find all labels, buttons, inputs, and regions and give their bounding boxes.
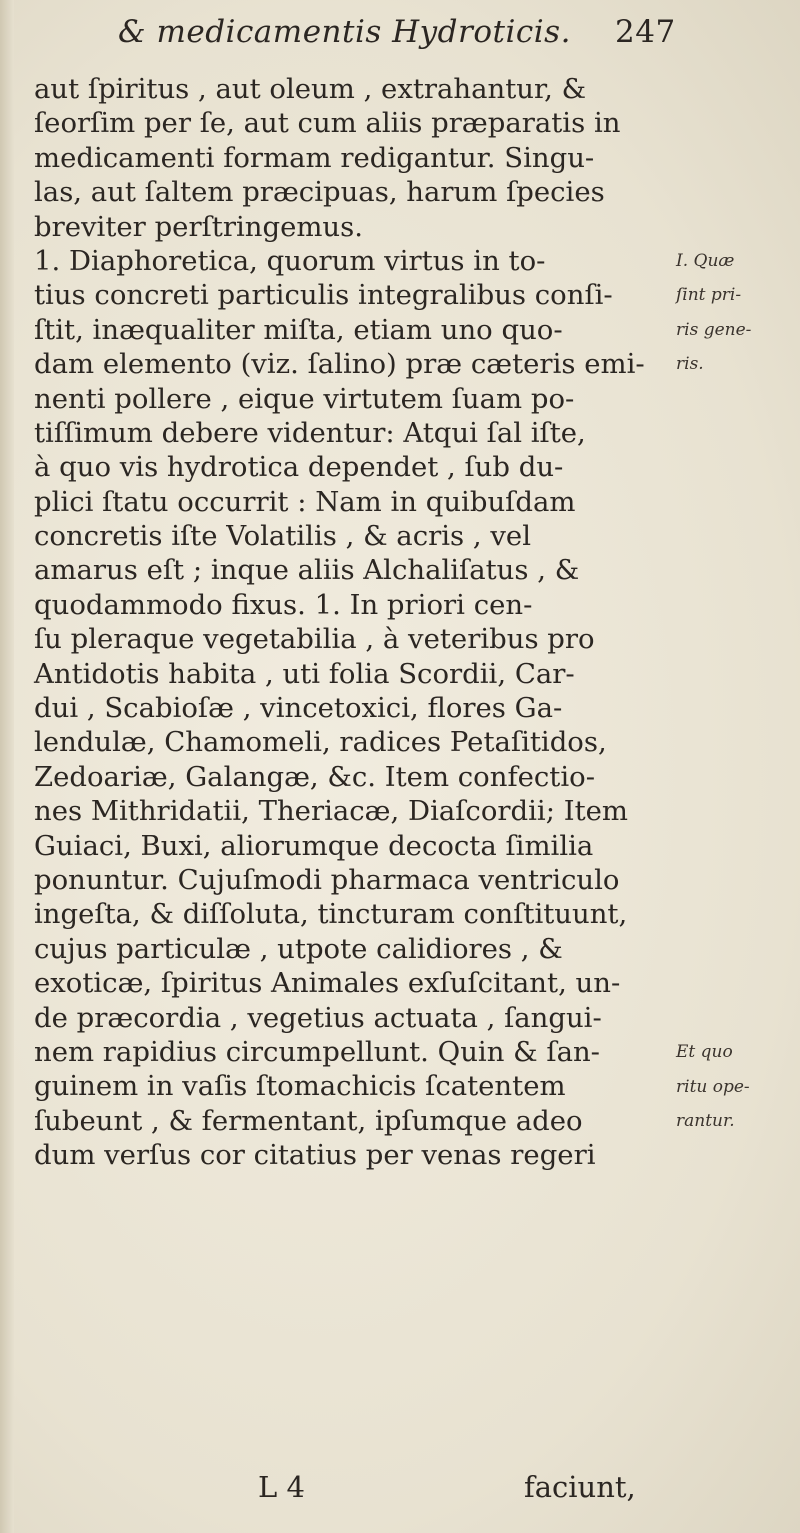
text-line: ponuntur. Cujuſmodi pharmaca ventriculo: [34, 863, 620, 896]
margin-note: rantur.: [676, 1111, 735, 1131]
text-line: Zedoariæ, Galangæ, &c. Item confectio-: [34, 760, 595, 793]
text-line: plici ſtatu occurrit : Nam in quibuſdam: [34, 485, 576, 518]
text-line: nenti pollere , eique virtutem ſuam po-: [34, 382, 575, 415]
text-line: ſubeunt , & fermentant, ipſumque adeo: [34, 1104, 583, 1137]
text-line: nem rapidius circumpellunt. Quin & ſan-: [34, 1035, 600, 1068]
text-line: lendulæ, Chamomeli, radices Petaſitidos,: [34, 726, 607, 759]
text-line: aut ſpiritus , aut oleum , extrahantur, &: [34, 73, 587, 105]
margin-note: ritu ope-: [676, 1076, 750, 1097]
text-line: amarus eſt ; inque aliis Alchaliſatus , &: [34, 554, 580, 587]
text-line: ingeſta, & diſſoluta, tincturam conſtituunt,: [34, 898, 628, 931]
catchword: faciunt,: [524, 1470, 636, 1504]
text-line: guinem in vaſis ſtomachicis ſcatentem: [34, 1070, 566, 1103]
body-text: [34, 72, 674, 1173]
margin-note: Et quo: [676, 1042, 733, 1063]
text-line: cujus particulæ , utpote calidiores , &: [34, 932, 563, 965]
text-line: dum verſus cor citatius per venas regeri: [34, 1139, 596, 1172]
signature-mark: L 4: [258, 1470, 305, 1504]
margin-note: I. Quæ: [676, 251, 735, 271]
text-line: nes Mithridatii, Theriacæ, Diaſcordii; Item: [34, 795, 629, 828]
margin-note: ris gene-: [676, 319, 752, 340]
text-line: las, aut ſaltem præcipuas, harum ſpecies: [34, 176, 605, 209]
page-gutter: [0, 0, 14, 1533]
text-line: à quo vis hydrotica dependet , ſub du-: [34, 451, 564, 484]
text-line: tiſſimum debere videntur: Atqui ſal iſte,: [34, 416, 586, 449]
margin-note: ris.: [676, 354, 704, 375]
margin-note: ſint pri-: [676, 285, 742, 306]
page-number: 247: [615, 14, 676, 50]
text-line: breviter perſtringemus.: [34, 210, 363, 243]
text-line: dam elemento (viz. ſalino) præ cæteris emi-: [34, 348, 645, 381]
text-line: concretis iſte Volatilis , & acris , vel: [34, 520, 531, 553]
text-line: quodammodo fixus. 1. In priori cen-: [34, 588, 533, 621]
text-line: dui , Scabioſæ , vincetoxici, flores Ga-: [34, 692, 563, 725]
text-line: ſeorſim per ſe, aut cum aliis præparatis in: [34, 107, 621, 140]
text-line: 1. Diaphoretica, quorum virtus in to-: [34, 244, 546, 277]
text-line: Antidotis habita , uti folia Scordii, Car-: [34, 657, 575, 690]
running-header: [118, 14, 676, 50]
text-line: exoticæ, ſpiritus Animales exſuſcitant, un-: [34, 967, 621, 1000]
running-title: & medicamentis Hydroticis.: [118, 14, 571, 50]
text-line: ſtit, inæqualiter miſta, etiam uno quo-: [34, 313, 563, 346]
text-line: ſu pleraque vegetabilia , à veteribus pro: [34, 623, 595, 656]
text-line: medicamenti formam redigantur. Singu-: [34, 141, 595, 174]
text-line: tius concreti particulis integralibus conſi-: [34, 279, 613, 312]
text-line: Guiaci, Buxi, aliorumque decocta ſimilia: [34, 829, 594, 862]
text-line: de præcordia , vegetius actuata , ſangui-: [34, 1001, 602, 1034]
